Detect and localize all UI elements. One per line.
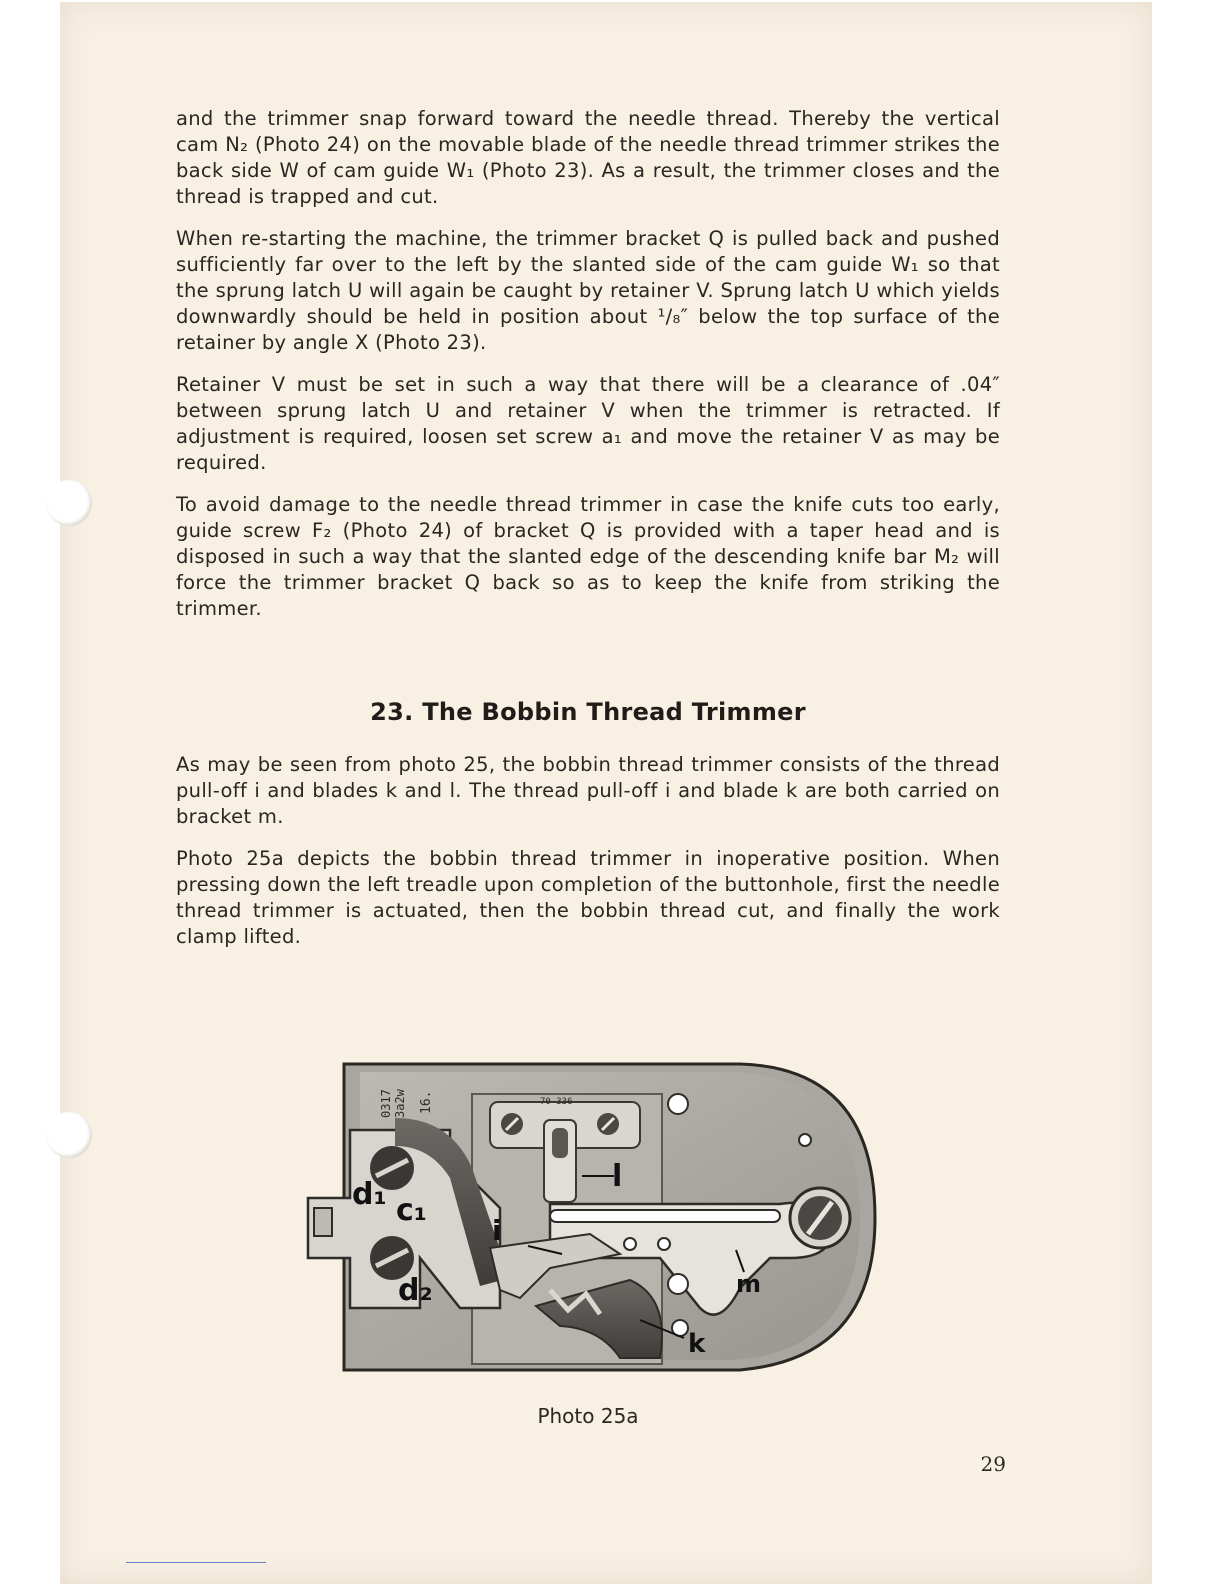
paragraph: When re-starting the machine, the trimmer bracket Q is pulled back and pushed sufficiently far over to the left by the slanted side of the cam guide W₁ so that the sprung latch U will again be caught by retainer V. Sprung latch U which yields downwardly should be held in position about ¹/₈″ below the top surface of the retainer by angle X (Photo 23). (176, 227, 1000, 354)
scan-artifact-line (126, 1562, 266, 1563)
label-l: l (612, 1159, 623, 1194)
label-k: k (688, 1329, 706, 1359)
body-text-top (176, 106, 1000, 638)
paragraph: and the trimmer snap forward toward the needle thread. Thereby the vertical cam N₂ (Photo 24) on the movable blade of the needle thread trimmer strikes the back side W of cam guide W₁ (Photo 23). As a result, the trimmer closes and the thread is trapped and cut. (176, 107, 1000, 208)
photo-stamp: 3a2w (393, 1089, 407, 1118)
binder-hole-top (46, 480, 92, 526)
section-heading: 23. The Bobbin Thread Trimmer (370, 698, 806, 726)
label-c1: c₁ (396, 1193, 427, 1228)
label-i: i (492, 1214, 502, 1247)
photo-25a-bobbin-trimmer (300, 1058, 890, 1378)
body-text-bottom (176, 752, 1000, 966)
photo-stamp: 70 336 (540, 1097, 573, 1107)
label-d2: d₂ (398, 1273, 433, 1308)
paragraph: Photo 25a depicts the bobbin thread trimmer in inoperative position. When pressing down the left treadle upon completion of the buttonhole, first the needle thread trimmer is actuated, then the bobbin thread cut, and finally the work clamp lifted. (176, 847, 1000, 948)
photo-stamp: 16. (419, 1090, 434, 1114)
paragraph: To avoid damage to the needle thread trimmer in case the knife cuts too early, guide screw F₂ (Photo 24) of bracket Q is provided with a taper head and is disposed in such a way that the slanted edge of the descending knife bar M₂ will force the trimmer bracket Q back so as to keep the knife from striking the trimmer. (176, 493, 1000, 620)
label-d1: d₁ (352, 1177, 387, 1212)
label-m: m (736, 1270, 762, 1298)
page-number: 29 (980, 1452, 1006, 1476)
paragraph: Retainer V must be set in such a way that there will be a clearance of .04″ between sprung latch U and retainer V when the trimmer is retracted. If adjustment is required, loosen set screw a₁ and move the retainer V as may be required. (176, 373, 1000, 474)
paragraph: As may be seen from photo 25, the bobbin thread trimmer consists of the thread pull-off i and blades k and l. The thread pull-off i and blade k are both carried on bracket m. (176, 753, 1000, 828)
binder-hole-bottom (46, 1112, 92, 1158)
photo-stamp: 0317 (379, 1089, 393, 1118)
photo-caption: Photo 25a (537, 1404, 639, 1428)
